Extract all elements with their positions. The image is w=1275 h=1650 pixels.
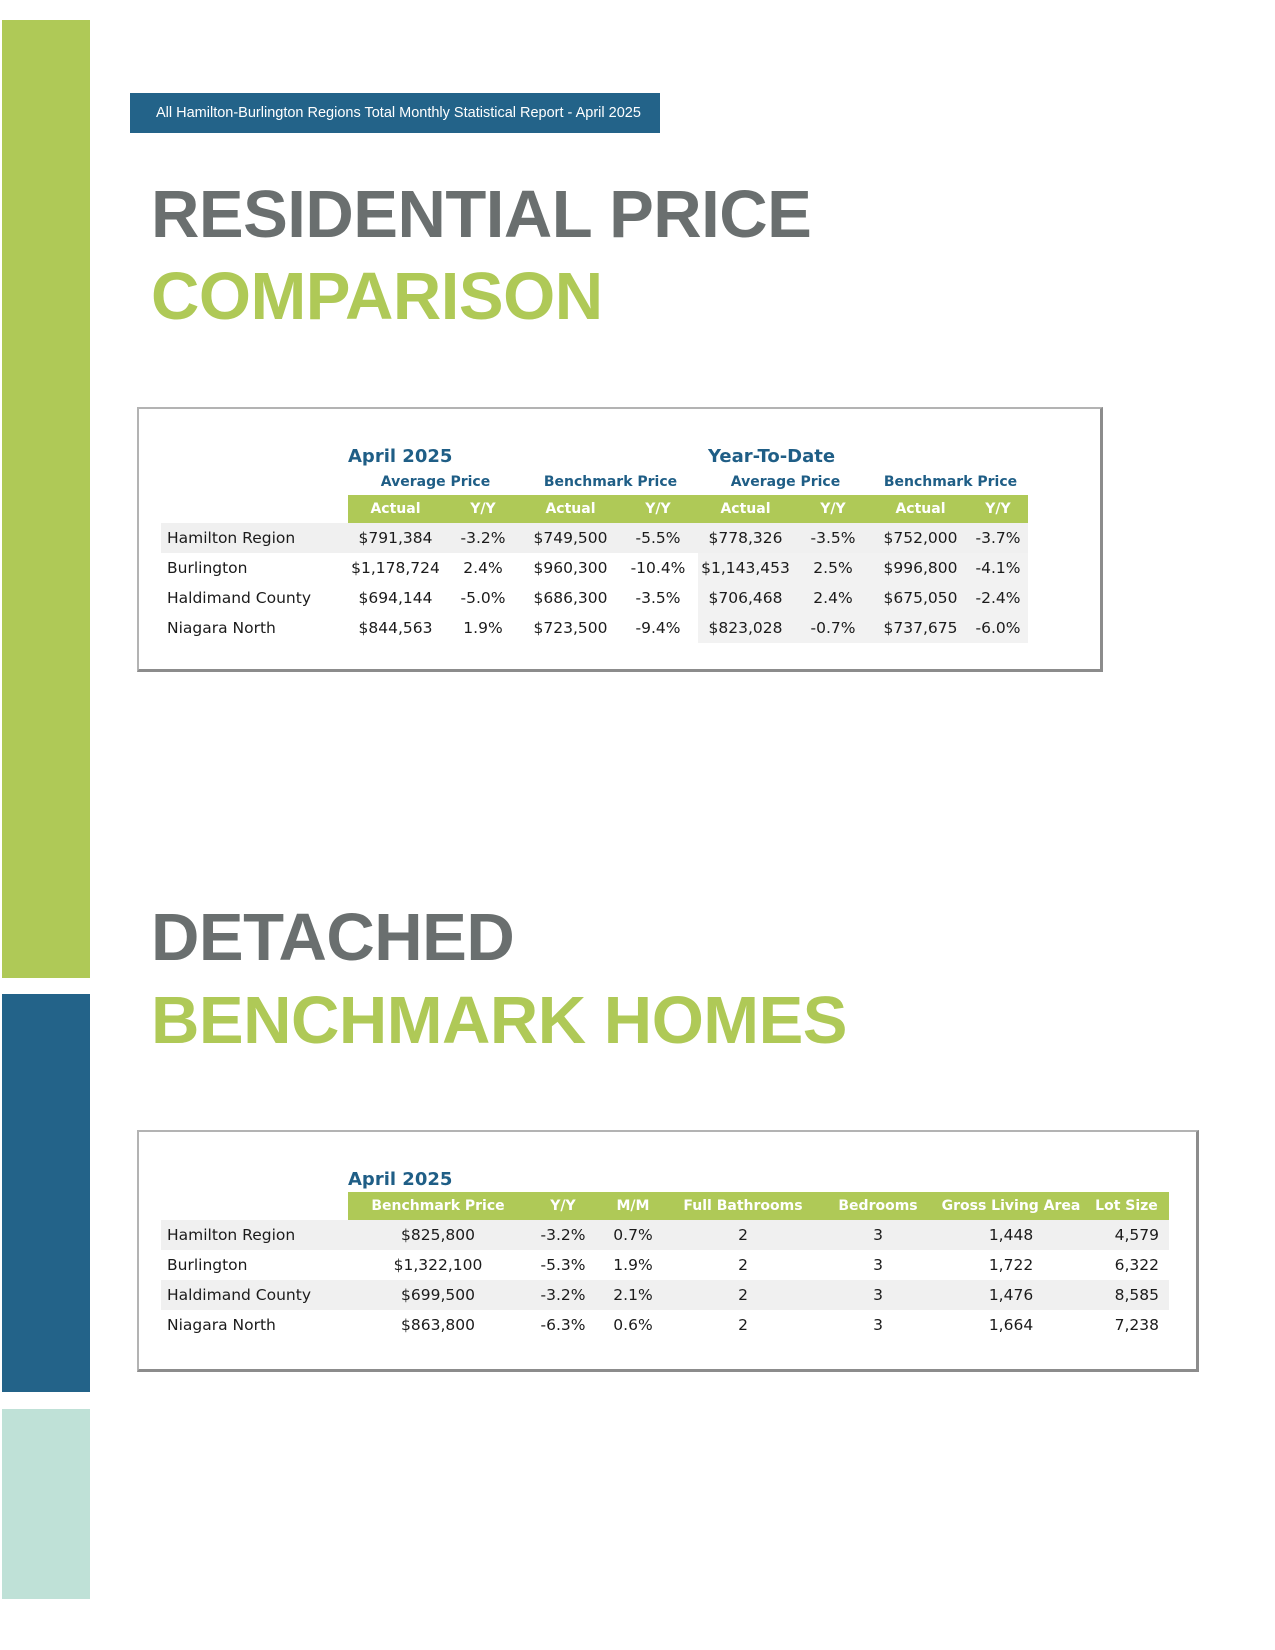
- table-cell: $675,050: [873, 583, 968, 613]
- table-cell: $699,500: [348, 1280, 528, 1310]
- table-cell: -3.2%: [443, 523, 523, 553]
- detached-benchmark-homes-table-panel: [137, 1130, 1199, 1372]
- table-cell: -9.4%: [635, 619, 681, 637]
- region-name: Hamilton Region: [161, 1220, 348, 1250]
- table-row: [161, 523, 1028, 553]
- period-month: April 2025: [348, 1169, 453, 1190]
- table-cell: -5.3%: [540, 1256, 586, 1274]
- table-cell: 4,579: [1084, 1220, 1169, 1250]
- table-row: [161, 1250, 1169, 1280]
- table-cell: 3: [818, 1220, 938, 1250]
- table-cell: $778,326: [698, 523, 793, 553]
- table-cell: 1.9%: [613, 1256, 653, 1274]
- table-row: [161, 1280, 1169, 1310]
- column-header: Y/Y: [443, 495, 523, 523]
- column-header: Full Bathrooms: [668, 1192, 818, 1220]
- table-cell: 1,664: [988, 1316, 1034, 1334]
- period-ytd: Year-To-Date: [708, 446, 836, 467]
- column-header: M/M: [598, 1192, 668, 1220]
- column-header: Lot Size: [1084, 1192, 1169, 1220]
- region-name: Haldimand County: [161, 1280, 348, 1310]
- column-header: Y/Y: [528, 1192, 598, 1220]
- decorative-bar-blue: [2, 994, 90, 1392]
- region-name: Burlington: [161, 553, 348, 583]
- column-header: Actual: [698, 495, 793, 523]
- table-cell: 3: [818, 1280, 938, 1310]
- column-header: Y/Y: [793, 495, 873, 523]
- group-benchmark-price-ytd: Benchmark Price: [883, 474, 1018, 490]
- decorative-bar-green: [2, 20, 90, 978]
- table-cell: -2.4%: [968, 583, 1028, 613]
- table-cell: 2.1%: [598, 1280, 668, 1310]
- region-name: Niagara North: [167, 1316, 276, 1334]
- table-cell: -3.7%: [968, 523, 1028, 553]
- table-cell: 0.7%: [598, 1220, 668, 1250]
- column-header: Actual: [873, 495, 968, 523]
- column-header: Y/Y: [618, 495, 698, 523]
- table-cell: -4.1%: [968, 553, 1028, 583]
- table-cell: -6.0%: [968, 613, 1028, 643]
- residential-price-comparison-table-panel: [137, 407, 1103, 672]
- table-cell: 2: [668, 1280, 818, 1310]
- report-label: All Hamilton-Burlington Regions Total Monthly Statistical Report - April 2025: [130, 93, 660, 133]
- section2-title-line1: DETACHED: [151, 900, 515, 975]
- table-cell: -3.2%: [528, 1280, 598, 1310]
- column-header: Y/Y: [968, 495, 1028, 523]
- region-name: Burlington: [167, 1256, 248, 1274]
- section2-title-line2: BENCHMARK HOMES: [151, 983, 847, 1058]
- table-cell: -3.5%: [793, 523, 873, 553]
- period-month: April 2025: [348, 446, 453, 467]
- table-cell: $694,144: [358, 589, 433, 607]
- table-cell: 1,722: [988, 1256, 1034, 1274]
- region-name: Niagara North: [161, 613, 348, 643]
- detached-benchmark-homes-table: [161, 1160, 1169, 1340]
- section1-title-line1: RESIDENTIAL PRICE: [151, 177, 812, 252]
- table-cell: 2: [668, 1220, 818, 1250]
- table-cell: 7,238: [1114, 1316, 1159, 1334]
- table-cell: $1,322,100: [393, 1256, 483, 1274]
- table-cell: -0.7%: [793, 613, 873, 643]
- column-header: Actual: [348, 495, 443, 523]
- table-cell: -3.2%: [528, 1220, 598, 1250]
- table-cell: $752,000: [873, 523, 968, 553]
- table-cell: 1,448: [938, 1220, 1084, 1250]
- table-cell: $996,800: [873, 553, 968, 583]
- table-cell: $844,563: [358, 619, 433, 637]
- table-row: [161, 583, 1028, 613]
- table-cell: $1,178,724: [351, 559, 440, 577]
- table-cell: $737,675: [873, 613, 968, 643]
- table-cell: 3: [873, 1316, 883, 1334]
- table-cell: -6.3%: [540, 1316, 586, 1334]
- table-cell: 8,585: [1084, 1280, 1169, 1310]
- table-cell: $749,500: [523, 523, 618, 553]
- column-header: Bedrooms: [818, 1192, 938, 1220]
- column-header: Actual: [523, 495, 618, 523]
- table-row: [161, 613, 1028, 643]
- table-cell: 2.5%: [793, 553, 873, 583]
- table-cell: $825,800: [348, 1220, 528, 1250]
- table-cell: $723,500: [533, 619, 608, 637]
- table-cell: $1,143,453: [698, 553, 793, 583]
- table-row: [161, 1220, 1169, 1250]
- table-cell: $686,300: [533, 589, 608, 607]
- section1-title-line2: COMPARISON: [151, 259, 603, 334]
- table-cell: 2: [738, 1316, 748, 1334]
- table-cell: $960,300: [533, 559, 608, 577]
- table-cell: $863,800: [401, 1316, 475, 1334]
- region-name: Haldimand County: [161, 583, 348, 613]
- table-cell: 2: [738, 1256, 748, 1274]
- decorative-bar-mint: [2, 1409, 90, 1599]
- group-benchmark-price-month: Benchmark Price: [543, 474, 678, 490]
- table-cell: -3.5%: [635, 589, 681, 607]
- table-cell: $791,384: [348, 523, 443, 553]
- table-row: [161, 1310, 1169, 1340]
- table-cell: 3: [873, 1256, 883, 1274]
- table-cell: 1.9%: [463, 619, 503, 637]
- table-cell: 6,322: [1114, 1256, 1159, 1274]
- group-average-price-month: Average Price: [380, 474, 491, 490]
- table-cell: 2.4%: [463, 559, 503, 577]
- column-header: Gross Living Area: [938, 1192, 1084, 1220]
- table-cell: -5.5%: [618, 523, 698, 553]
- group-average-price-ytd: Average Price: [730, 474, 841, 490]
- region-name: Hamilton Region: [161, 523, 348, 553]
- column-header: Benchmark Price: [348, 1192, 528, 1220]
- table-cell: -5.0%: [460, 589, 506, 607]
- table-cell: $706,468: [698, 583, 793, 613]
- table-cell: 2.4%: [793, 583, 873, 613]
- table-cell: 1,476: [938, 1280, 1084, 1310]
- table-cell: 0.6%: [613, 1316, 653, 1334]
- table-cell: -10.4%: [630, 559, 686, 577]
- table-cell: $823,028: [698, 613, 793, 643]
- table-row: [161, 553, 1028, 583]
- residential-price-comparison-table: [161, 437, 1028, 643]
